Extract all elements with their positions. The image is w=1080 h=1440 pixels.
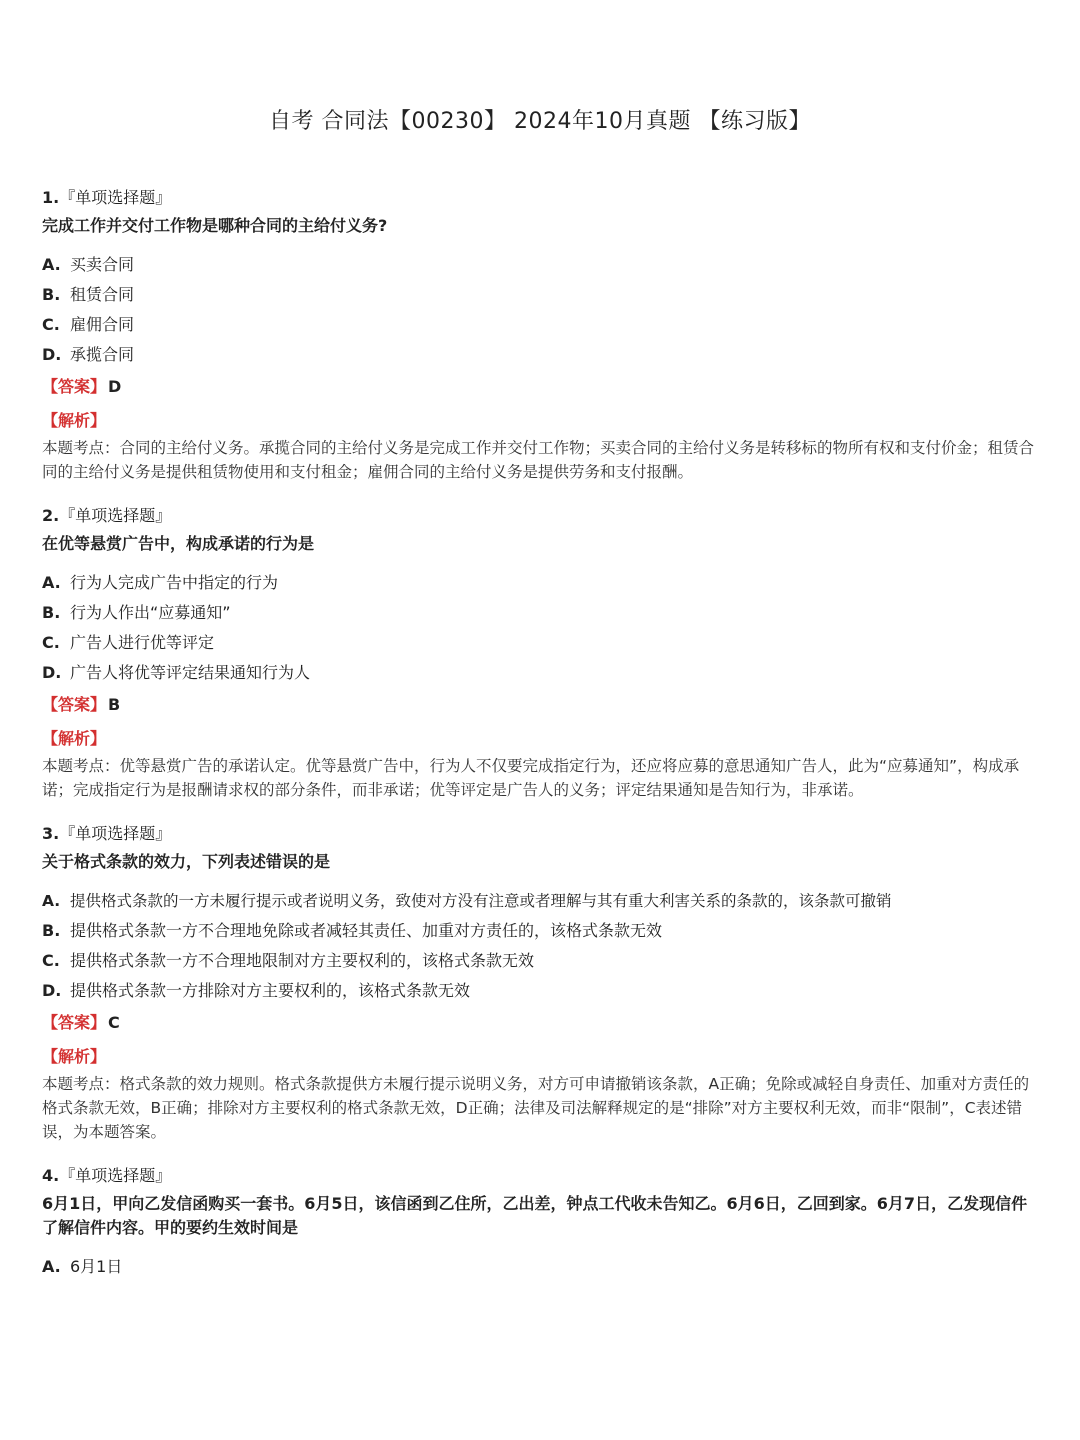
- option-a: [42, 1252, 1042, 1282]
- option-text: 提供格式条款一方排除对方主要权利的，该格式条款无效: [70, 981, 471, 1000]
- page-title: 自考 合同法【00230】 2024年10月真题 【练习版】: [269, 109, 811, 134]
- option-text: 买卖合同: [70, 255, 135, 274]
- answer-line: [42, 1010, 1042, 1036]
- option-list: [42, 568, 1042, 688]
- option-d: [42, 658, 1042, 688]
- analysis-text: 本题考点：优等悬赏广告的承诺认定。优等悬赏广告中，行为人不仅要完成指定行为，还应将应募的意思通知广告人，此为“应募通知”，构成承诺；完成指定行为是报酬请求权的部分条件，而非承诺；优等评定是广告人的义务；评定结果通知是告知行为，非承诺。: [42, 757, 1020, 799]
- question-4: [42, 1164, 1042, 1282]
- option-letter: B.: [42, 603, 61, 622]
- option-letter: A.: [42, 1257, 61, 1276]
- question-header: [42, 822, 1042, 846]
- answer-value: B: [108, 695, 121, 714]
- option-text: 租赁合同: [70, 285, 135, 304]
- analysis-label: 【解析】: [42, 729, 107, 748]
- option-text: 广告人将优等评定结果通知行为人: [70, 663, 311, 682]
- question-type: 『单项选择题』: [59, 506, 172, 525]
- question-type: 『单项选择题』: [59, 1166, 172, 1185]
- option-letter: A.: [42, 892, 61, 910]
- answer-label: 【答案】: [42, 695, 107, 714]
- option-letter: B.: [42, 921, 61, 940]
- option-d: [42, 340, 1042, 370]
- question-stem: 完成工作并交付工作物是哪种合同的主给付义务?: [42, 216, 388, 235]
- option-letter: D.: [42, 663, 62, 682]
- option-c: [42, 310, 1042, 340]
- question-number: 1.: [42, 188, 60, 207]
- option-text: 提供格式条款的一方未履行提示或者说明义务，致使对方没有注意或者理解与其有重大利害关系的条款的，该条款可撤销: [70, 892, 892, 910]
- question-type: 『单项选择题』: [59, 188, 172, 207]
- option-b: [42, 280, 1042, 310]
- answer-value: D: [108, 377, 122, 396]
- option-letter: C.: [42, 951, 60, 970]
- question-header: [42, 186, 1042, 210]
- question-stem: 在优等悬赏广告中，构成承诺的行为是: [42, 534, 315, 553]
- question-header: [42, 1164, 1042, 1188]
- option-letter: C.: [42, 315, 60, 334]
- question-number: 2.: [42, 506, 60, 525]
- analysis-label: 【解析】: [42, 411, 107, 430]
- answer-value: C: [108, 1013, 120, 1032]
- question-2: [42, 504, 1042, 802]
- analysis-label: 【解析】: [42, 1047, 107, 1066]
- option-c: [42, 628, 1042, 658]
- analysis-text: 本题考点：合同的主给付义务。承揽合同的主给付义务是完成工作并交付工作物；买卖合同的主给付义务是转移标的物所有权和支付价金；租赁合同的主给付义务是提供租赁物使用和支付租金；雇佣合同的主给付义务是提供劳务和支付报酬。: [42, 439, 1035, 481]
- analysis-text: 本题考点：格式条款的效力规则。格式条款提供方未履行提示说明义务，对方可申请撤销该条款，A正确；免除或减轻自身责任、加重对方责任的格式条款无效，B正确；排除对方主要权利的格式条款无效，D正确；法律及司法解释规定的是“排除”对方主要权利无效，而非“限制”，C表述错误，为本题答案。: [42, 1075, 1030, 1141]
- option-list: [42, 886, 1042, 1006]
- option-letter: A.: [42, 573, 61, 592]
- option-letter: D.: [42, 981, 62, 1000]
- question-stem: 关于格式条款的效力，下列表述错误的是: [42, 852, 331, 871]
- option-text: 承揽合同: [70, 345, 135, 364]
- question-number: 3.: [42, 824, 60, 843]
- option-b: [42, 598, 1042, 628]
- option-text: 提供格式条款一方不合理地限制对方主要权利的，该格式条款无效: [70, 951, 535, 970]
- option-text: 6月1日: [70, 1257, 123, 1276]
- option-c: [42, 946, 1042, 976]
- option-d: [42, 976, 1042, 1006]
- option-a: [42, 886, 1042, 916]
- option-b: [42, 916, 1042, 946]
- option-a: [42, 250, 1042, 280]
- answer-label: 【答案】: [42, 1013, 107, 1032]
- option-text: 提供格式条款一方不合理地免除或者减轻其责任、加重对方责任的，该格式条款无效: [70, 921, 663, 940]
- question-1: [42, 186, 1042, 484]
- option-list: [42, 250, 1042, 370]
- question-3: [42, 822, 1042, 1144]
- option-text: 广告人进行优等评定: [70, 633, 215, 652]
- question-stem: 6月1日，甲向乙发信函购买一套书。6月5日，该信函到乙住所，乙出差，钟点工代收未告知乙。6月6日，乙回到家。6月7日，乙发现信件了解信件内容。甲的要约生效时间是: [42, 1194, 1028, 1237]
- question-type: 『单项选择题』: [59, 824, 172, 843]
- question-header: [42, 504, 1042, 528]
- option-letter: D.: [42, 345, 62, 364]
- document-body: [42, 186, 1042, 1304]
- answer-line: [42, 692, 1042, 718]
- question-number: 4.: [42, 1166, 60, 1185]
- answer-label: 【答案】: [42, 377, 107, 396]
- option-text: 行为人作出“应募通知”: [70, 603, 231, 622]
- option-letter: C.: [42, 633, 60, 652]
- option-letter: A.: [42, 255, 61, 274]
- option-text: 行为人完成广告中指定的行为: [70, 573, 279, 592]
- option-list: [42, 1252, 1042, 1282]
- answer-line: [42, 374, 1042, 400]
- option-letter: B.: [42, 285, 61, 304]
- option-text: 雇佣合同: [70, 315, 135, 334]
- option-a: [42, 568, 1042, 598]
